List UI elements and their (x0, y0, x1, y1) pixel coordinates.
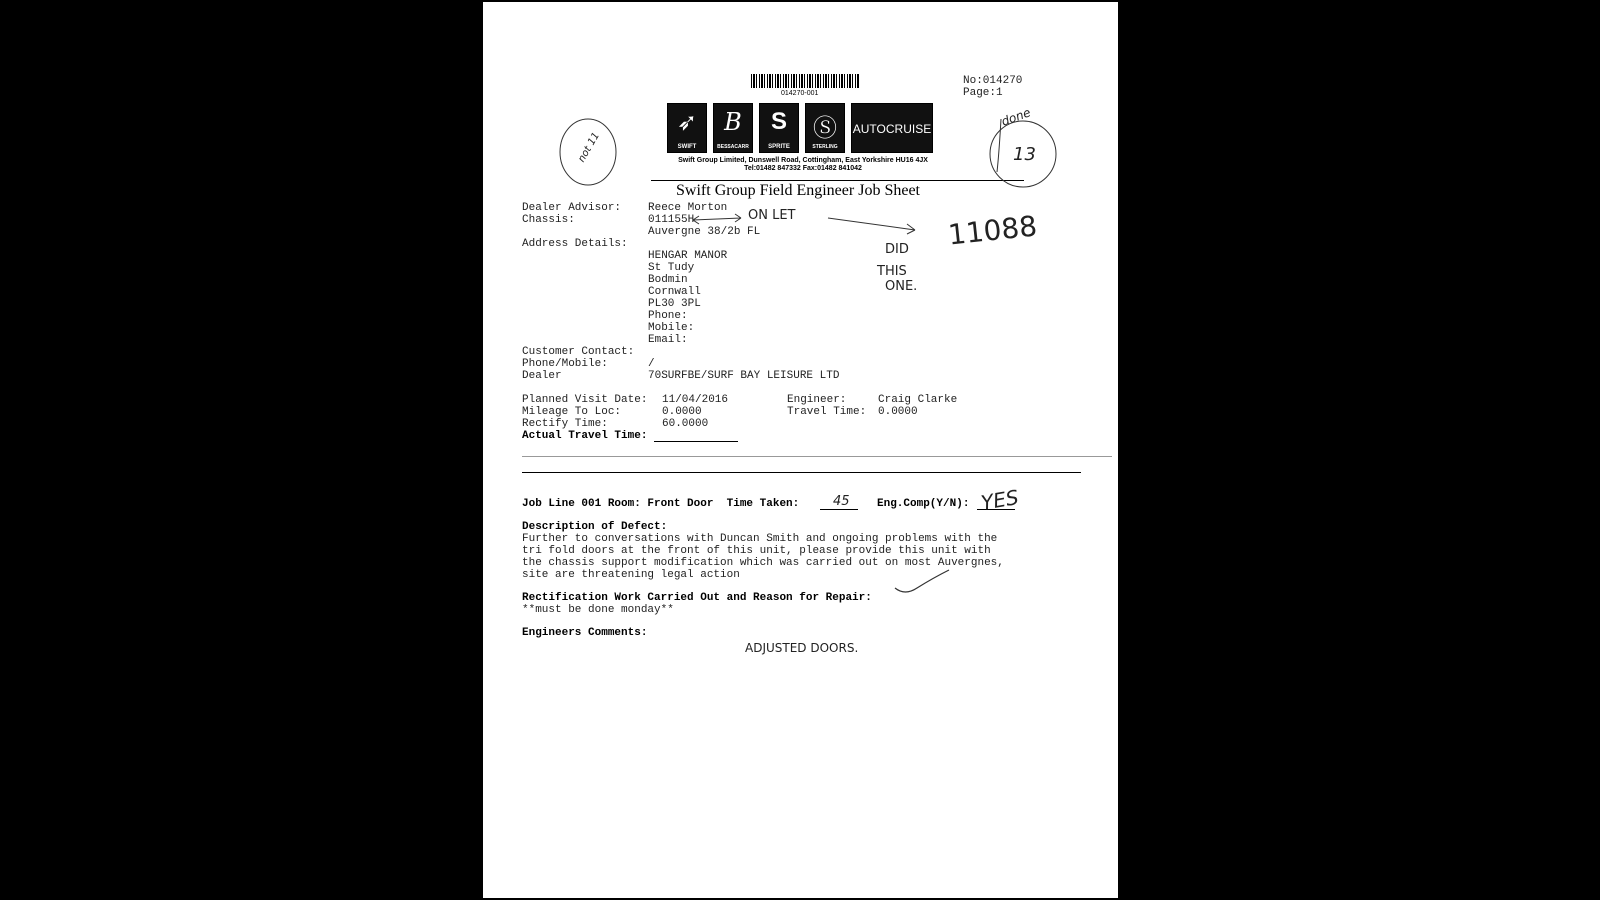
address-line: Cornwall (648, 286, 701, 298)
engineers-comments-label: Engineers Comments: (522, 627, 648, 639)
separator-rule (522, 456, 1112, 457)
swift-bird-icon: ➶ (676, 109, 698, 136)
hand-adjusted-doors: ADJUSTED DOORS. (745, 641, 859, 655)
model-value: Auvergne 38/2b FL (648, 226, 761, 238)
address-line: PL30 3PL (648, 298, 701, 310)
address-email-label: Email: (648, 334, 688, 346)
defect-line: the chassis support modification which was carried out on most Auvergnes, (522, 557, 1004, 569)
travel-time-label: Travel Time: (787, 406, 867, 418)
sprite-logo: S SPRITE (759, 103, 799, 153)
eng-comp-label: Eng.Comp(Y/N): (877, 498, 970, 510)
address-label: Address Details: (522, 238, 628, 250)
page-number: Page:1 (963, 87, 1003, 99)
autocruise-wordmark: AUTOCRUISE (852, 122, 932, 136)
swift-logo: ➶ SWIFT (667, 103, 707, 153)
chassis-value: 011155H (648, 214, 695, 226)
sterling-logo: Ⓢ STERLING (805, 103, 845, 153)
sprite-s-icon: S (770, 108, 787, 135)
separator-rule (522, 472, 1081, 473)
planned-visit-label: Planned Visit Date: (522, 394, 648, 406)
rectify-time-value: 60.0000 (662, 418, 709, 430)
defect-line: Further to conversations with Duncan Smith and ongoing problems with the (522, 533, 998, 545)
hand-one: ONE. (885, 279, 918, 294)
engineer-value: Craig Clarke (878, 394, 958, 406)
bessacarr-logo: B BESSACARR (713, 103, 753, 153)
address-line: St Tudy (648, 262, 695, 274)
address-mobile-label: Mobile: (648, 322, 695, 334)
actual-travel-blank (654, 441, 738, 442)
autocruise-logo (851, 103, 933, 153)
phone-mobile-label: Phone/Mobile: (522, 358, 608, 370)
sterling-s-icon: Ⓢ (813, 115, 837, 142)
company-address: Swift Group Limited, Dunswell Road, Cottingham, East Yorkshire HU16 4JX (678, 157, 928, 164)
time-taken-blank (820, 509, 858, 510)
hand-on-let: ON LET (748, 208, 796, 223)
phone-mobile-value: / (648, 358, 655, 370)
defect-line: tri fold doors at the front of this unit, please provide this unit with (522, 545, 991, 557)
chassis-label: Chassis: (522, 214, 575, 226)
customer-contact-label: Customer Contact: (522, 346, 635, 358)
address-line: Bodmin (648, 274, 688, 286)
hand-time-taken: 45 (833, 494, 850, 509)
job-sheet-page (483, 2, 1118, 898)
planned-visit-value: 11/04/2016 (662, 394, 729, 406)
barcode (751, 74, 859, 88)
rectify-time-label: Rectify Time: (522, 418, 608, 430)
address-line: HENGAR MANOR (648, 250, 728, 262)
dealer-label: Dealer (522, 370, 562, 382)
sheet-number: No:014270 (963, 75, 1023, 87)
header-rule (651, 180, 1024, 181)
mileage-value: 0.0000 (662, 406, 702, 418)
engineer-label: Engineer: (787, 394, 847, 406)
defect-line: site are threatening legal action (522, 569, 740, 581)
bessacarr-b-icon: B (724, 108, 742, 136)
rectification-label: Rectification Work Carried Out and Reason for Repair: (522, 592, 872, 604)
hand-tick (893, 568, 953, 598)
defect-label: Description of Defect: (522, 521, 668, 533)
mileage-label: Mileage To Loc: (522, 406, 622, 418)
hand-this: THIS (877, 264, 907, 279)
dealer-value: 70SURFBE/SURF BAY LEISURE LTD (648, 370, 840, 382)
company-phone: Tel:01482 847332 Fax:01482 841042 (744, 165, 862, 172)
hand-done: done (999, 105, 1033, 129)
hand-not-11: not 11 (576, 130, 602, 165)
actual-travel-label: Actual Travel Time: (522, 430, 648, 442)
hand-arrows (693, 208, 943, 238)
address-phone-label: Phone: (648, 310, 688, 322)
job-line-header: Job Line 001 Room: Front Door Time Taken: (522, 498, 800, 510)
travel-time-value: 0.0000 (878, 406, 918, 418)
hand-yes: YES (979, 484, 1021, 516)
rectification-note: **must be done monday** (522, 604, 674, 616)
hand-13: 13 (1013, 144, 1036, 165)
hand-did: DID (885, 242, 909, 257)
hand-11088: 11088 (946, 209, 1039, 252)
page-title: Swift Group Field Engineer Job Sheet (676, 182, 920, 199)
barcode-number: 014270-001 (781, 90, 819, 97)
dealer-advisor-label: Dealer Advisor: (522, 202, 622, 214)
dealer-advisor-value: Reece Morton (648, 202, 728, 214)
